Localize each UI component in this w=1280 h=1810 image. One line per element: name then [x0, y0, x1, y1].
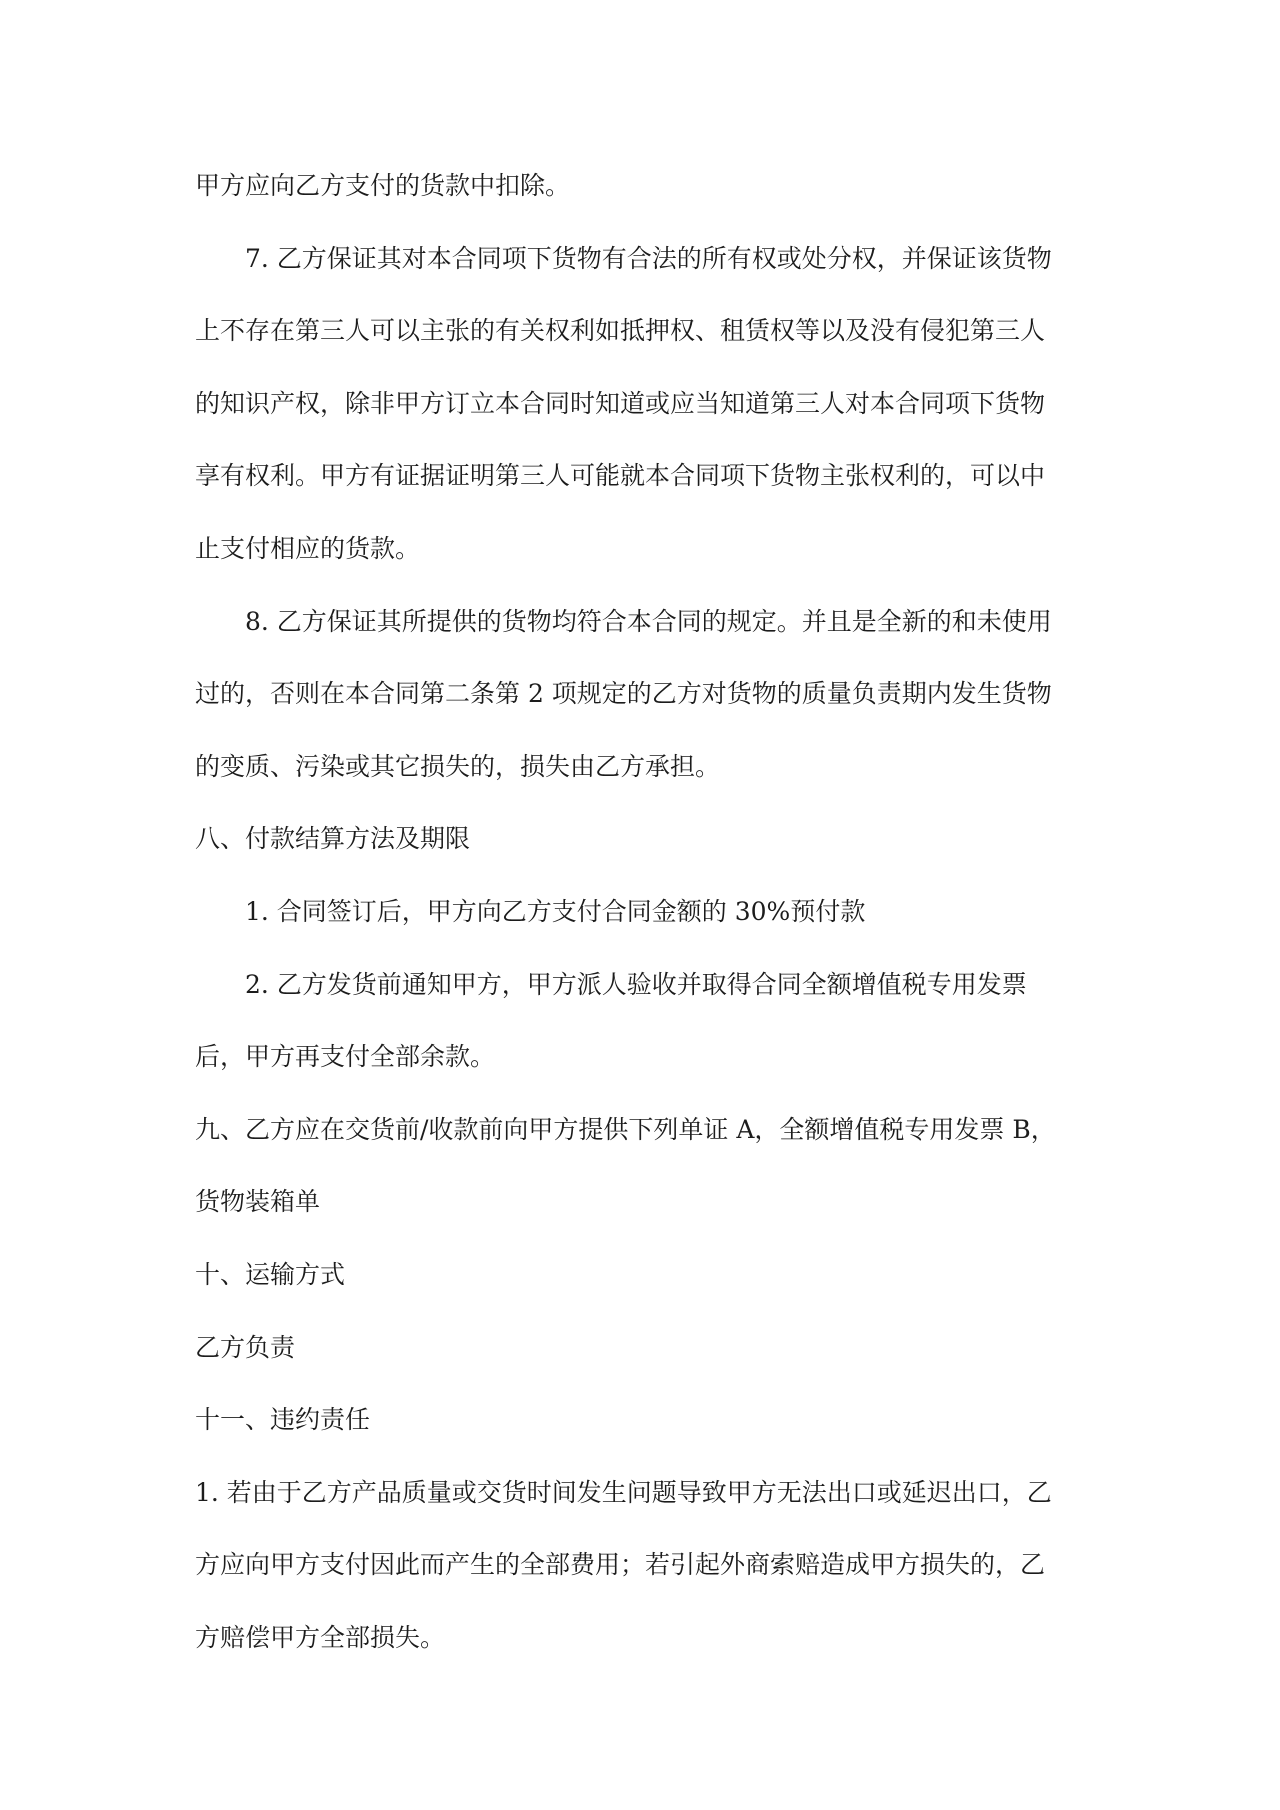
text-line: 享有权利。甲方有证据证明第三人可能就本合同项下货物主张权利的，可以中	[195, 461, 1046, 491]
section-heading-liability: 十一、违约责任	[195, 1405, 371, 1435]
contract-body	[195, 150, 1095, 1674]
text-line: 乙方负责	[195, 1332, 296, 1362]
text-line: 方应向甲方支付因此而产生的全部费用；若引起外商索赔造成甲方损失的，乙	[195, 1550, 1046, 1580]
payment-item-2: 2. 乙方发货前通知甲方，甲方派人验收并取得合同全额增值税专用发票	[245, 969, 1027, 999]
section-heading-transport: 十、运输方式	[195, 1259, 346, 1289]
clause-7-line: 7. 乙方保证其对本合同项下货物有合法的所有权或处分权，并保证该货物	[245, 243, 1052, 273]
text-line: 上不存在第三人可以主张的有关权利如抵押权、租赁权等以及没有侵犯第三人	[195, 316, 1046, 346]
text-line: 甲方应向乙方支付的货款中扣除。	[195, 171, 571, 200]
liability-item-1: 1. 若由于乙方产品质量或交货时间发生问题导致甲方无法出口或延迟出口，乙	[195, 1477, 1052, 1507]
payment-item-1: 1. 合同签订后，甲方向乙方支付合同金额的 30%预付款	[245, 896, 866, 926]
text-line: 货物装箱单	[195, 1187, 321, 1217]
clause-8-line: 8. 乙方保证其所提供的货物均符合本合同的规定。并且是全新的和未使用	[245, 606, 1052, 636]
text-line: 的变质、污染或其它损失的，损失由乙方承担。	[195, 751, 721, 781]
text-line: 方赔偿甲方全部损失。	[195, 1622, 446, 1652]
text-line: 后，甲方再支付全部余款。	[195, 1042, 496, 1072]
section-heading-documents: 九、乙方应在交货前/收款前向甲方提供下列单证 A，全额增值税专用发票 B，	[195, 1114, 1056, 1144]
section-heading-payment: 八、付款结算方法及期限	[195, 824, 471, 854]
text-line: 过的，否则在本合同第二条第 2 项规定的乙方对货物的质量负责期内发生货物	[195, 679, 1052, 709]
text-line: 的知识产权，除非甲方订立本合同时知道或应当知道第三人对本合同项下货物	[195, 388, 1046, 418]
text-line: 止支付相应的货款。	[195, 533, 421, 563]
